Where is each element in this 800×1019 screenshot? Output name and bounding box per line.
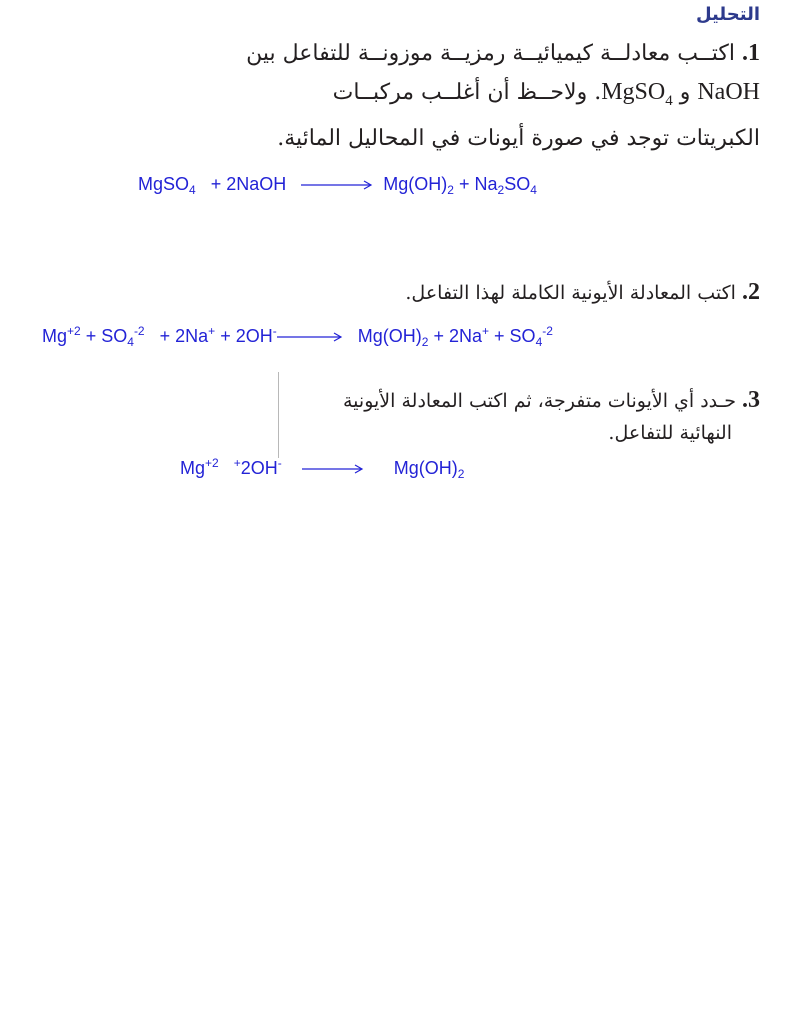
section-heading: التحليل: [695, 4, 760, 25]
spectator-na: + 2Na: [433, 326, 482, 346]
ion-oh: + 2OH: [220, 326, 273, 346]
question-1-line-3: الكبريتات توجد في صورة أيونات في المحاليل المائية.: [277, 125, 760, 151]
ion-na-charge: +: [208, 324, 216, 338]
reactant-mgso4-base: MgSO: [138, 174, 190, 194]
product-na2so4: [459, 174, 537, 197]
product-mgoh2: [383, 174, 454, 197]
mgso4-base: MgSO: [601, 79, 666, 105]
reactant-mgso4-sub: 4: [189, 183, 196, 197]
reaction-arrow-icon: [277, 331, 343, 343]
net-product-mgoh2-sub: 2: [457, 467, 465, 481]
product-mgoh2: Mg(OH): [357, 326, 422, 346]
question-1-line-1: [100, 34, 760, 73]
question-1-text-line-1: اكتــب معادلــة كيميائيــة رمزيــة موزونــة للتفاعل بين: [246, 41, 735, 66]
ion-mg: Mg: [42, 326, 68, 346]
spectator-so4: + SO: [494, 326, 536, 346]
connector-and: و: [679, 80, 691, 105]
ion-so4-charge: -2: [133, 324, 145, 338]
reactant-naoh: + 2NaOH: [210, 174, 287, 194]
question-1-number: 1.: [742, 40, 760, 66]
question-3-number: 3.: [742, 387, 760, 413]
product-mgoh2-base: Mg(OH): [383, 174, 448, 194]
compound-naoh: NaOH: [697, 79, 760, 105]
net-ion-mg-charge: +2: [205, 456, 219, 470]
ion-so4-sub: 4: [127, 335, 134, 349]
product-na-sub: 2: [497, 183, 505, 197]
answer-3-equation: [180, 458, 464, 479]
answer-1-equation: [138, 174, 537, 195]
question-2: [100, 276, 760, 309]
spectator-so4-charge: -2: [542, 324, 553, 338]
spectator-na-charge: +: [482, 324, 490, 338]
net-product-mgoh2: Mg(OH): [393, 458, 458, 478]
product-so-sub: 4: [530, 183, 537, 197]
question-1-line-2: [100, 73, 760, 120]
net-ion-oh: 2OH: [240, 458, 278, 478]
net-ion-mg: Mg: [180, 458, 206, 478]
answer-2-equation: [42, 326, 553, 347]
product-so-base: SO: [504, 174, 531, 194]
question-3-text-line-1: حـدد أي الأيونات متفرجة، ثم اكتب المعادلة الأيونية: [343, 390, 736, 412]
question-2-number: 2.: [742, 279, 760, 305]
ion-mg-charge: +2: [67, 324, 81, 338]
question-2-text: اكتب المعادلة الأيونية الكاملة لهذا التفاعل.: [405, 282, 736, 304]
mgso4-sub: 4: [665, 92, 673, 109]
spectator-so4-sub: 4: [535, 335, 543, 349]
product-mgoh2-sub: 2: [421, 335, 429, 349]
net-ion-oh-charge: -: [277, 456, 282, 470]
question-3: [100, 384, 760, 449]
question-3-line-2: النهائية للتفاعل.: [608, 422, 732, 444]
product-na-base: + Na: [459, 174, 498, 194]
plus-sign: +: [233, 456, 241, 470]
ion-oh-charge: -: [272, 324, 277, 338]
question-1: [100, 34, 760, 158]
ion-so4: + SO: [85, 326, 128, 346]
reaction-arrow-icon: [302, 463, 364, 475]
reactant-mgso4: [138, 174, 196, 197]
question-1-text-line-2-rest: . ولاحــظ أن أغلــب مركبــات: [332, 80, 602, 105]
reaction-arrow-icon: [301, 179, 373, 191]
compound-mgso4: [601, 79, 673, 109]
ion-na: + 2Na: [159, 326, 209, 346]
question-3-line-1: [100, 384, 760, 417]
product-mgoh2-sub: 2: [447, 183, 454, 197]
